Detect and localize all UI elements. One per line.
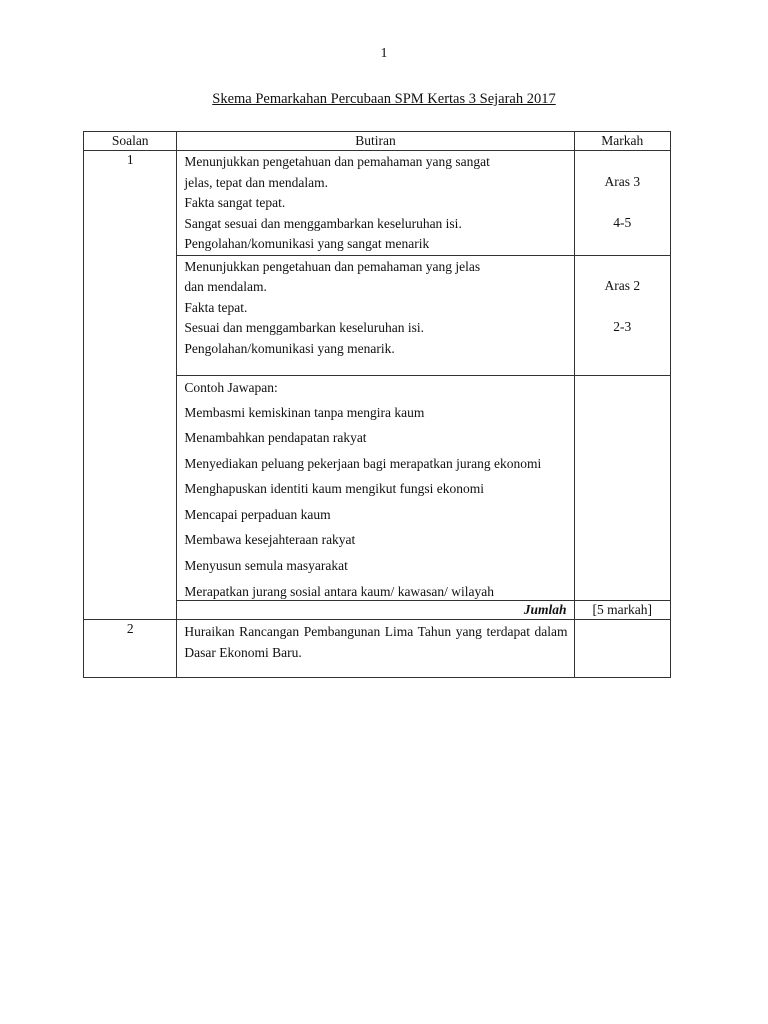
mark-range: 4-5 (613, 214, 632, 230)
table-header-row (84, 132, 671, 151)
header-soalan: Soalan (84, 132, 177, 151)
q2-text-cell (177, 619, 574, 677)
example-item: Membawa kesejahteraan rakyat (184, 532, 356, 548)
criteria-line: jelas, tepat dan mendalam. (184, 174, 328, 190)
example-item: Merapatkan jurang sosial antara kaum/ kawasan/ wilayah (184, 583, 495, 599)
criteria-line: Pengolahan/komunikasi yang sangat menarik (184, 236, 430, 251)
page-number: 1 (380, 46, 388, 61)
marking-scheme-table (83, 131, 671, 678)
aras-label: Aras 3 (604, 173, 641, 189)
aras-label: Aras 2 (604, 278, 641, 293)
q2-text: Huraikan Rancangan Pembangunan Lima Tahun yang terdapat dalam Dasar Ekonomi Baru. (184, 623, 568, 660)
jumlah-label: Jumlah (177, 600, 574, 619)
example-item: Menghapuskan identiti kaum mengikut fungsi ekonomi (184, 481, 484, 497)
q1-examples-marks (574, 376, 670, 601)
question-number: 1 (84, 151, 177, 620)
criteria-line: Fakta sangat tepat. (184, 195, 286, 210)
criteria-line: dan mendalam. (184, 279, 267, 294)
example-item: Mencapai perpaduan kaum (184, 506, 331, 522)
criteria-line: Pengolahan/komunikasi yang menarik. (184, 340, 395, 356)
q1-examples (177, 376, 574, 601)
example-item: Membasmi kemiskinan tanpa mengira kaum (184, 404, 425, 420)
header-markah: Markah (574, 132, 670, 151)
q1-level3-criteria (177, 151, 574, 256)
criteria-line: Fakta tepat. (184, 299, 248, 315)
q1-level2-marks (574, 255, 670, 376)
criteria-line: Sesuai dan menggambarkan keseluruhan isi. (184, 320, 424, 335)
q1-level2-criteria (177, 255, 574, 376)
q1-level3-row (84, 151, 671, 256)
question-number: 2 (84, 619, 177, 677)
document-title: Skema Pemarkahan Percubaan SPM Kertas 3 Sejarah 2017 (212, 91, 556, 107)
header-butiran: Butiran (177, 132, 574, 151)
example-item: Menyusun semula masyarakat (184, 558, 348, 574)
q2-row (84, 619, 671, 677)
q1-level3-marks (574, 151, 670, 256)
criteria-line: Sangat sesuai dan menggambarkan keseluruhan isi. (184, 215, 462, 231)
total-marks: [5 markah] (574, 600, 670, 619)
example-item: Menambahkan pendapatan rakyat (184, 430, 367, 446)
mark-range: 2-3 (613, 319, 632, 334)
criteria-line: Menunjukkan pengetahuan dan pemahaman yang sangat (184, 154, 490, 169)
criteria-line: Menunjukkan pengetahuan dan pemahaman yang jelas (184, 258, 481, 274)
examples-heading: Contoh Jawapan: (184, 380, 278, 395)
q2-marks (574, 619, 670, 677)
example-item: Menyediakan peluang pekerjaan bagi merapatkan jurang ekonomi (184, 455, 542, 471)
